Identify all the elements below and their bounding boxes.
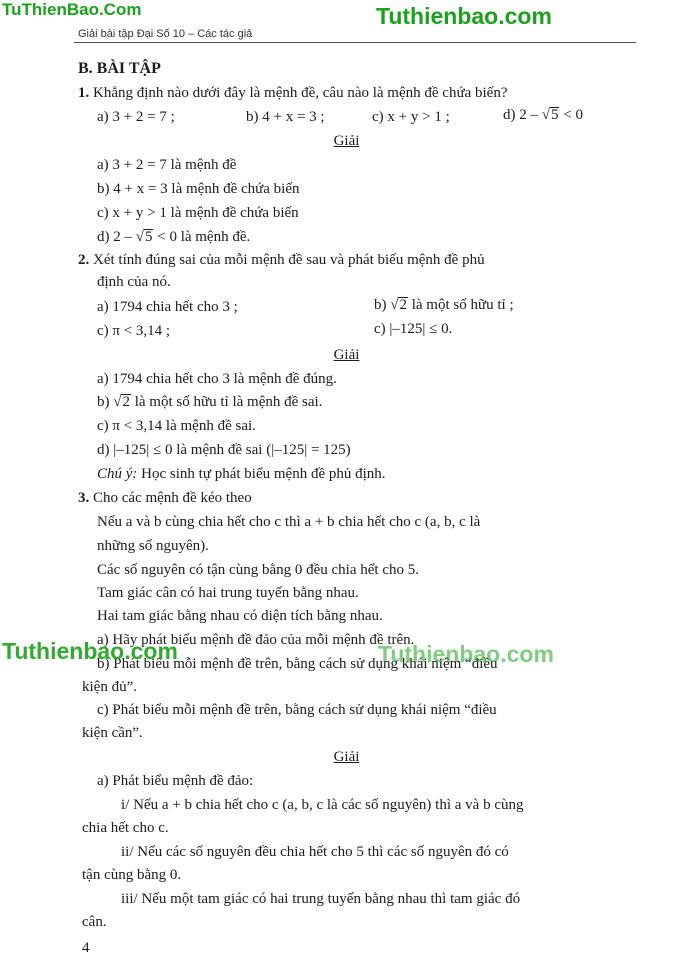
q2-option-b: b) √2 là một số hữu tỉ ; [374,297,514,313]
q2-answer-d: d) |–125| ≤ 0 là mệnh đề sai (|–125| = 125) [97,442,351,458]
q3-solution-ii-line1: ii/ Nếu các số nguyên đều chia hết cho 5 thì các số nguyên đó có [121,844,509,860]
running-header: Giải bài tập Đại Số 10 – Các tác giả [78,28,253,40]
q3-question-a: a) Hãy phát biểu mệnh đề đảo của mỗi mệnh đề trên. [97,632,415,648]
q1-answer-d: d) 2 – √5 < 0 là mệnh đề. [97,229,251,245]
q2-answer-b: b) √2 là một số hữu tỉ là mệnh đề sai. [97,394,323,410]
q1-option-d: d) 2 – √5 < 0 [503,107,583,123]
q2-option-d: c) |–125| ≤ 0. [374,321,453,337]
q1-answer-b: b) 4 + x = 3 là mệnh đề chứa biến [97,181,300,197]
q1-text: 1. Khẳng định nào dưới đây là mệnh đề, câu nào là mệnh đề chứa biến? [78,85,508,101]
q3-solution-iii-line1: iii/ Nếu một tam giác có hai trung tuyến bằng nhau thì tam giác đó [121,891,521,907]
q3-solution-ii-line2: tận cùng bằng 0. [82,867,182,883]
q2-option-c: c) π < 3,14 ; [97,323,171,339]
page-number: 4 [82,940,90,956]
q3-premise-4: Hai tam giác bằng nhau có diện tích bằng nhau. [97,608,383,624]
q2-answer-a: a) 1794 chia hết cho 3 là mệnh đề đúng. [97,371,337,387]
q3-solution-i-line2: chia hết cho c. [82,820,169,836]
q2-text-line1: 2. Xét tính đúng sai của mỗi mệnh đề sau và phát biểu mệnh đề phủ [78,252,485,268]
watermark-mid-right: Tuthienbao.com [378,641,554,667]
watermark-mid-left: Tuthienbao.com [2,638,178,664]
q1-option-c: c) x + y > 1 ; [372,109,450,125]
watermark-top-center: Tuthienbao.com [376,3,552,29]
section-title: B. BÀI TẬP [78,60,161,77]
watermark-top-left: TuThienBao.Com [2,0,142,19]
q3-giai-heading: Giải [333,749,360,765]
q3-premise-1a: Nếu a và b cùng chia hết cho c thì a + b chia hết cho c (a, b, c là [97,514,481,530]
q2-giai-heading: Giải [333,347,360,363]
q2-answer-c: c) π < 3,14 là mệnh đề sai. [97,418,256,434]
q3-solution-i-line1: i/ Nếu a + b chia hết cho c (a, b, c là các số nguyên) thì a và b cùng [121,797,524,813]
q3-question-b-line2: kiện đủ”. [82,679,137,695]
q3-text: 3. Cho các mệnh đề kéo theo [78,490,252,506]
q3-question-c-line1: c) Phát biểu mỗi mệnh đề trên, bằng cách sử dụng khái niệm “điều [97,702,497,718]
q3-question-c-line2: kiện cần”. [82,725,143,741]
q3-premise-2: Các số nguyên có tận cùng bằng 0 đều chia hết cho 5. [97,562,419,578]
header-rule [74,42,636,43]
q3-solution-a: a) Phát biểu mệnh đề đảo: [97,773,254,789]
q3-question-b-line1: b) Phát biểu mỗi mệnh đề trên, bằng cách sử dụng khái niệm “điều [97,656,498,672]
q2-option-a: a) 1794 chia hết cho 3 ; [97,299,238,315]
q1-answer-c: c) x + y > 1 là mệnh đề chứa biến [97,205,299,221]
q3-premise-3: Tam giác cân có hai trung tuyến bằng nhau. [97,585,359,601]
q2-note: Chú ý: Học sinh tự phát biểu mệnh đề phủ định. [97,466,386,482]
q1-option-b: b) 4 + x = 3 ; [246,109,325,125]
q1-giai-heading: Giải [333,133,360,149]
q1-option-a: a) 3 + 2 = 7 ; [97,109,175,125]
q3-solution-iii-line2: cân. [82,914,107,930]
q2-text-line2: định của nó. [97,274,171,290]
q1-answer-a: a) 3 + 2 = 7 là mệnh đề [97,157,237,173]
q3-premise-1b: những số nguyên). [97,538,209,554]
